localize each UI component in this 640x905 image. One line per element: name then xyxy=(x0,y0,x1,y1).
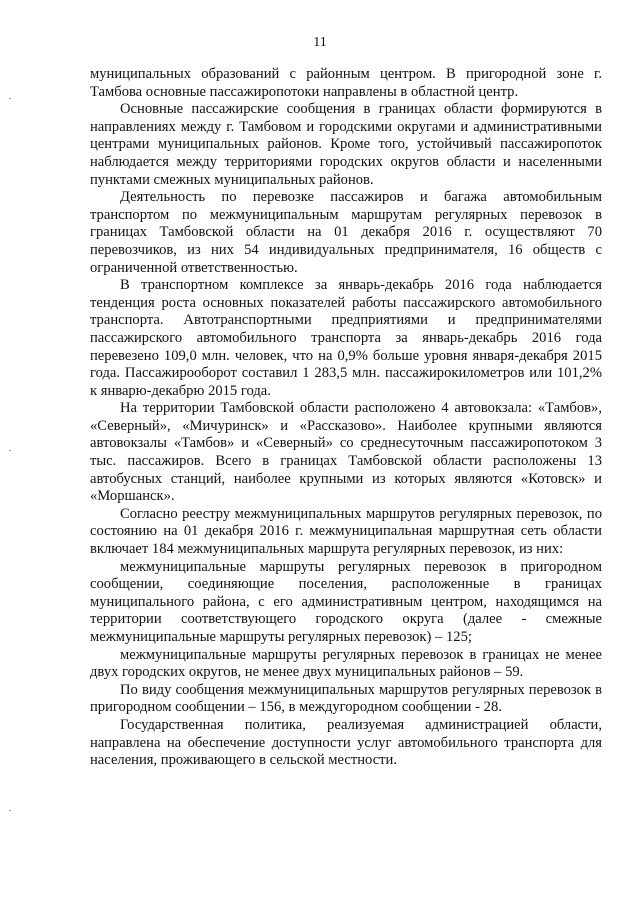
paragraph: В транспортном комплексе за январь-декабрь 2016 года наблюдается тенденция роста основных показателей работы пассажирского автомобильного транспорта. Автотранспортными предприятиями и предпринимателями пассажирского автомобильного транспорта за январь-декабрь 2016 года перевезено 109,0 млн. человек, что на 0,9% больше уровня января-декабря 2015 года. Пассажирооборот составил 1 283,5 млн. пассажирокилометров или 101,2% к январю-декабрю 2015 года. xyxy=(90,277,602,399)
document-body xyxy=(90,66,602,770)
list-item: межмуниципальные маршруты регулярных перевозок в границах не менее двух городских округов, не менее двух муниципальных районов – 59. xyxy=(90,646,602,681)
paragraph: На территории Тамбовской области расположено 4 автовокзала: «Тамбов», «Северный», «Мичуринск» и «Рассказово». Наиболее крупными являются автовокзалы «Тамбов» и «Северный» со среднесуточным пассажиропотоком 3 тыс. пассажиров. Всего в границах Тамбовской области расположены 13 автобусных станций, наиболее крупными из которых являются «Котовск» и «Моршанск». xyxy=(90,400,602,505)
margin-mark xyxy=(9,810,11,811)
margin-mark xyxy=(9,98,11,99)
page-number: 11 xyxy=(313,35,327,50)
paragraph: По виду сообщения межмуниципальных маршрутов регулярных перевозок в пригородном сообщении – 156, в междугородном сообщении - 28. xyxy=(90,681,602,716)
paragraph: муниципальных образований с районным центром. В пригородной зоне г. Тамбова основные пассажиропотоки направлены в областной центр. xyxy=(90,66,602,100)
paragraph: Основные пассажирские сообщения в границах области формируются в направлениях между г. Тамбовом и городскими округами и административными центрами муниципальных районов. Кроме того, устойчивый пассажиропоток наблюдается между территориями городских округов области и населенными пунктами смежных муниципальных районов. xyxy=(90,101,602,188)
list-item: межмуниципальные маршруты регулярных перевозок в пригородном сообщении, соединяющие поселения, расположенные в границах муниципального района, с его административным центром, находящимся на территории соответствующего городского округа (далее - смежные межмуниципальные маршруты регулярных перевозок) – 125; xyxy=(90,558,602,645)
paragraph: Деятельность по перевозке пассажиров и багажа автомобильным транспортом по межмуниципальным маршрутам регулярных перевозок в границах Тамбовской области на 01 декабря 2016 г. осуществляют 70 перевозчиков, из них 54 индивидуальных предпринимателя, 16 обществ с ограниченной ответственностью. xyxy=(90,189,602,276)
margin-mark xyxy=(9,450,11,451)
paragraph: Согласно реестру межмуниципальных маршрутов регулярных перевозок, по состоянию на 01 декабря 2016 г. межмуниципальная маршрутная сеть области включает 184 межмуниципальных маршрута регулярных перевозок, из них: xyxy=(90,505,602,558)
paragraph: Государственная политика, реализуемая администрацией области, направлена на обеспечение доступности услуг автомобильного транспорта для населения, проживающего в сельской местности. xyxy=(90,716,602,769)
